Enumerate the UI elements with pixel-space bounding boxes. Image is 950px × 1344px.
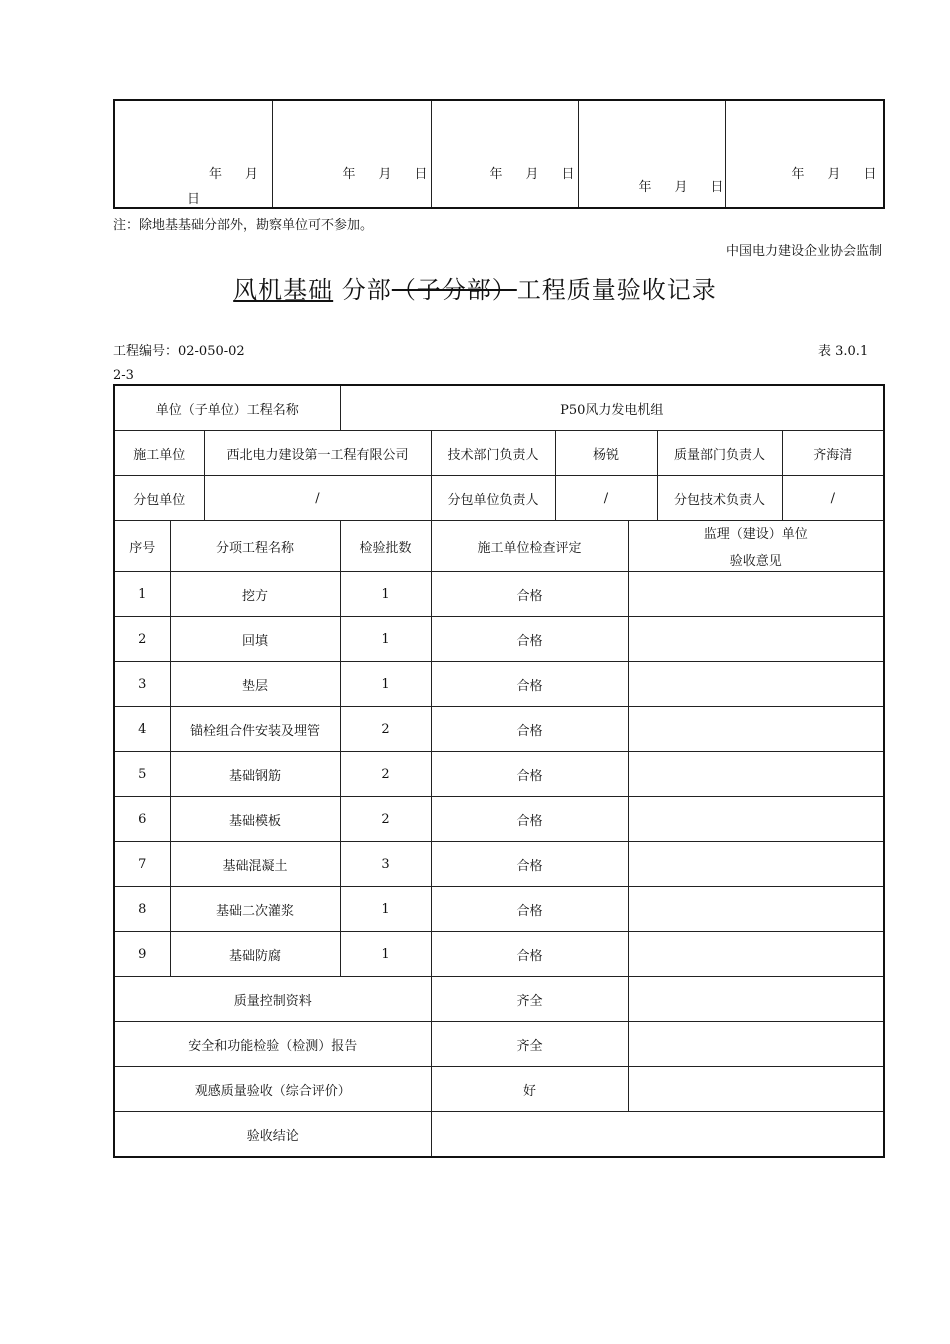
date-month: 月 (378, 167, 392, 182)
issuer-label: 中国电力建设企业协会监制 (725, 244, 882, 259)
title-part-2: 分部 (333, 276, 392, 304)
summary-label: 安全和功能检验（检测）报告 (114, 1022, 431, 1067)
table-row (114, 887, 884, 932)
sub-head-label: 分包单位负责人 (431, 476, 555, 521)
table-row (114, 617, 884, 662)
row-number: 7 (114, 842, 170, 887)
signature-cell-2[interactable] (272, 100, 431, 208)
conclusion-label: 验收结论 (114, 1112, 431, 1158)
footnote: 注：除地基基础分部外，勘察单位可不参加。 (113, 218, 374, 233)
page-title (0, 270, 950, 305)
date-day: 日 (710, 180, 724, 195)
item-name: 基础二次灌浆 (170, 887, 340, 932)
table-number: 表 3.0.1 (818, 344, 869, 359)
supervision-opinion[interactable] (628, 932, 884, 977)
signature-cell-4[interactable] (578, 100, 725, 208)
batch-count: 3 (340, 842, 431, 887)
batch-count: 1 (340, 662, 431, 707)
row-number: 4 (114, 707, 170, 752)
item-name: 基础钢筋 (170, 752, 340, 797)
date-day: 日 (187, 192, 201, 207)
date-month: 月 (827, 167, 841, 182)
evaluation-result[interactable]: 合格 (431, 707, 628, 752)
project-number-line1: 工程编号：02-050-02 (113, 344, 245, 359)
table-row (114, 842, 884, 887)
project-number-line2: 2-3 (113, 368, 134, 383)
item-name: 回填 (170, 617, 340, 662)
col-header-no: 序号 (114, 521, 170, 572)
table-row (114, 707, 884, 752)
summary-row (114, 1022, 884, 1067)
table-row (114, 932, 884, 977)
summary-opinion[interactable] (628, 977, 884, 1022)
row-number: 3 (114, 662, 170, 707)
supervision-opinion[interactable] (628, 842, 884, 887)
date-day: 日 (414, 167, 428, 182)
signature-table (113, 99, 885, 209)
title-part-3: （子分部） (391, 276, 517, 304)
evaluation-result[interactable]: 合格 (431, 842, 628, 887)
tech-head-value[interactable]: 杨锐 (555, 431, 657, 476)
col-header-supervision-line1: 监理（建设）单位 (703, 527, 808, 542)
batch-count: 1 (340, 572, 431, 617)
item-name: 垫层 (170, 662, 340, 707)
summary-value[interactable]: 好 (431, 1067, 628, 1112)
title-part-4: 工程质量验收记录 (516, 276, 717, 304)
item-name: 基础混凝土 (170, 842, 340, 887)
batch-count: 1 (340, 617, 431, 662)
unit-name-label: 单位（子单位）工程名称 (114, 385, 340, 431)
quality-head-value[interactable]: 齐海清 (782, 431, 884, 476)
project-number (113, 340, 245, 388)
date-month: 月 (525, 167, 539, 182)
quality-head-label: 质量部门负责人 (657, 431, 782, 476)
summary-opinion[interactable] (628, 1022, 884, 1067)
evaluation-result[interactable]: 合格 (431, 662, 628, 707)
date-year: 年 (489, 167, 503, 182)
date-year: 年 (638, 180, 652, 195)
item-name: 基础防腐 (170, 932, 340, 977)
supervision-opinion[interactable] (628, 662, 884, 707)
evaluation-result[interactable]: 合格 (431, 617, 628, 662)
summary-opinion[interactable] (628, 1067, 884, 1112)
conclusion-value[interactable] (431, 1112, 884, 1158)
subcontractor-label: 分包单位 (114, 476, 204, 521)
supervision-opinion[interactable] (628, 797, 884, 842)
evaluation-result[interactable]: 合格 (431, 932, 628, 977)
subcontractor-value[interactable]: / (204, 476, 431, 521)
batch-count: 1 (340, 887, 431, 932)
row-number: 9 (114, 932, 170, 977)
batch-count: 2 (340, 752, 431, 797)
table-row (114, 752, 884, 797)
summary-row (114, 977, 884, 1022)
evaluation-result[interactable]: 合格 (431, 572, 628, 617)
date-year: 年 (209, 167, 223, 182)
item-name: 挖方 (170, 572, 340, 617)
evaluation-result[interactable]: 合格 (431, 752, 628, 797)
summary-value[interactable]: 齐全 (431, 1022, 628, 1067)
batch-count: 2 (340, 797, 431, 842)
col-header-supervision-line2: 验收意见 (729, 554, 782, 569)
summary-value[interactable]: 齐全 (431, 977, 628, 1022)
contractor-label: 施工单位 (114, 431, 204, 476)
batch-count: 2 (340, 707, 431, 752)
evaluation-result[interactable]: 合格 (431, 887, 628, 932)
date-year: 年 (791, 167, 805, 182)
sub-tech-value[interactable]: / (782, 476, 884, 521)
title-part-1: 风机基础 (233, 276, 334, 304)
supervision-opinion[interactable] (628, 617, 884, 662)
unit-name-value[interactable]: P50风力发电机组 (340, 385, 884, 431)
row-number: 1 (114, 572, 170, 617)
row-number: 8 (114, 887, 170, 932)
summary-row (114, 1067, 884, 1112)
col-header-evaluation: 施工单位检查评定 (431, 521, 628, 572)
date-month: 月 (245, 167, 259, 182)
date-month: 月 (674, 180, 688, 195)
summary-label: 观感质量验收（综合评价） (114, 1067, 431, 1112)
table-row (114, 797, 884, 842)
supervision-opinion[interactable] (628, 752, 884, 797)
col-header-batches: 检验批数 (340, 521, 431, 572)
table-row (114, 572, 884, 617)
date-year: 年 (342, 167, 356, 182)
contractor-value[interactable]: 西北电力建设第一工程有限公司 (204, 431, 431, 476)
signature-cell-1[interactable] (114, 100, 272, 208)
summary-label: 质量控制资料 (114, 977, 431, 1022)
supervision-opinion[interactable] (628, 707, 884, 752)
sub-tech-label: 分包技术负责人 (657, 476, 782, 521)
signature-cell-3[interactable] (431, 100, 578, 208)
item-name: 锚栓组合件安装及埋管 (170, 707, 340, 752)
acceptance-table (113, 384, 885, 1158)
tech-head-label: 技术部门负责人 (431, 431, 555, 476)
evaluation-result[interactable]: 合格 (431, 797, 628, 842)
col-header-name: 分项工程名称 (170, 521, 340, 572)
table-row (114, 662, 884, 707)
date-day: 日 (561, 167, 575, 182)
supervision-opinion[interactable] (628, 887, 884, 932)
sub-head-value[interactable]: / (555, 476, 657, 521)
signature-cell-5[interactable] (725, 100, 884, 208)
supervision-opinion[interactable] (628, 572, 884, 617)
row-number: 6 (114, 797, 170, 842)
row-number: 2 (114, 617, 170, 662)
col-header-supervision (628, 521, 884, 572)
item-name: 基础模板 (170, 797, 340, 842)
batch-count: 1 (340, 932, 431, 977)
date-day: 日 (863, 167, 877, 182)
row-number: 5 (114, 752, 170, 797)
